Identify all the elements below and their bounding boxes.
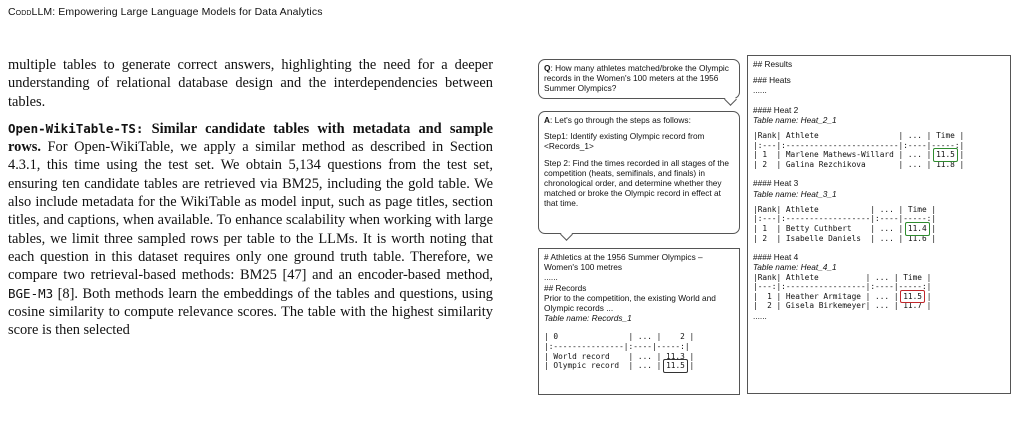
answer-step2: Step 2: Find the times recorded in all stages of the competition (heats, semifinals, and finals) in chronological order, and determine whether they matched or broke the Olympic record in effect at that time. bbox=[544, 157, 729, 209]
heat2-table: |Rank| Athlete | ... | Time | |:---|:------------------------|:----|-----:| | 1 | Marlene Mathews-Willard | ... | 11.5 | | 2 | Galina Rezchikova | ... | 11.8 | bbox=[753, 131, 965, 169]
paragraph-2: Open-WikiTable-TS: Similar candidate tables with metadata and sample rows. For Open-WikiTable, we apply a similar method as described in Section 4.3.1, this time using the test set. We obtain 5,134 questions from the test set, ensuring ten candidate tables are retrieved via BM25, including the gold table. We also include metadata for the WikiTable as model input, such as page titles, section titles, and captions, when available. To enhance scalability when working with large tables, we limit three sampled rows per table to the LLMs. It is worth noting that each question in this dataset requires only one ground truth table. Therefore, we compare two retrieval-based methods: BM25 [47] and an encoder-based method, BGE-M3 [8]. Both methods learn the embeddings of the tables and questions, using cosine similarity to compute relevance scores. The table with the highest similarity score is then selected bbox=[8, 120, 493, 339]
records-table: | 0 | ... | 2 | |:---------------|:----|-----:| | World record | ... | 11.3 | | Olympic record | ... | 11.5 | bbox=[544, 332, 734, 370]
records-panel: # Athletics at the 1956 Summer Olympics – Women's 100 metres ...... ## Records Prior to the competition, the existing World and Olympic records ... Table name: Records_1 | 0 | ... | 2 | |:---------------|:----|-----:| | World record | ... | 11.3 | | Olympic record | ... | 11.5 | bbox=[538, 248, 740, 395]
heat3-table: |Rank| Athlete | ... | Time | |:---|:------------------|:----|-----:| | 1 | Betty Cuthbert | ... | 11.4 | | 2 | Isabelle Daniels | ... | 11.6 | bbox=[753, 204, 937, 243]
heat2-time-cell: 11.5 bbox=[936, 150, 955, 160]
answer-bubble: A: Let's go through the steps as follows: Step1: Identify existing Olympic record from <Records_1> Step 2: Find the times recorded in all stages of the competition (heats, semifinals, and finals) in chronological order, and determine whether they matched or broke the Olympic record in effect at that time. bbox=[538, 111, 740, 234]
section-heading: Open-WikiTable-TS: Similar candidate tables with metadata and sample rows. bbox=[8, 120, 493, 156]
paragraph-1: multiple tables to generate correct answers, highlighting the need for a deeper understanding of relational database design and the interdependencies between tables. bbox=[8, 57, 493, 110]
answer-step1: Step1: Identify existing Olympic record from <Records_1> bbox=[544, 131, 705, 152]
heat3-time-cell: 11.4 bbox=[908, 224, 927, 234]
question-bubble: Q: How many athletes matched/broke the Olympic records in the Women's 100 meters at the 1956 Summer Olympics? bbox=[538, 59, 740, 99]
heat4-time-cell: 11.5 bbox=[903, 292, 922, 302]
body-text bbox=[8, 56, 493, 339]
heat4-table: |Rank| Athlete | ... | Time | |---:|:-----------------|:----|-----:| | 1 | Heather Armitage | ... | 11.5 | | 2 | Gisela Birkemeyer| ... | 11.7 | bbox=[753, 272, 932, 311]
olympic-record-cell: 11.5 bbox=[666, 361, 685, 371]
results-panel: ## Results ### Heats ...... #### Heat 2 Table name: Heat_2_1 |Rank| Athlete | ... | Time | |:---|:------------------------|:----|-----:| | 1 | Marlene Mathews-Willard | ... | 11.5 | | 2 | Galina Rezchikova | ... | 11.8 | #### Heat 3 Table name: Heat_3_1 |Rank| Athlete | ... | Time | |:---|:------------------|:----|-----:| | 1 | Betty Cuthbert | ... | 11.4 | | 2 | Isabelle Daniels | ... | 11.6 | #### Heat 4 Table name: Heat_4_1 |Rank| Athlete | ... | Time | |---:|:-----------------|:----|-----:| | 1 | Heather Armitage | ... | 11.5 | | 2 | Gisela Birkemeyer| ... | 11.7 | ...... bbox=[747, 55, 1011, 394]
running-header: CoddLLM: Empowering Large Language Models for Data Analytics bbox=[8, 6, 323, 18]
